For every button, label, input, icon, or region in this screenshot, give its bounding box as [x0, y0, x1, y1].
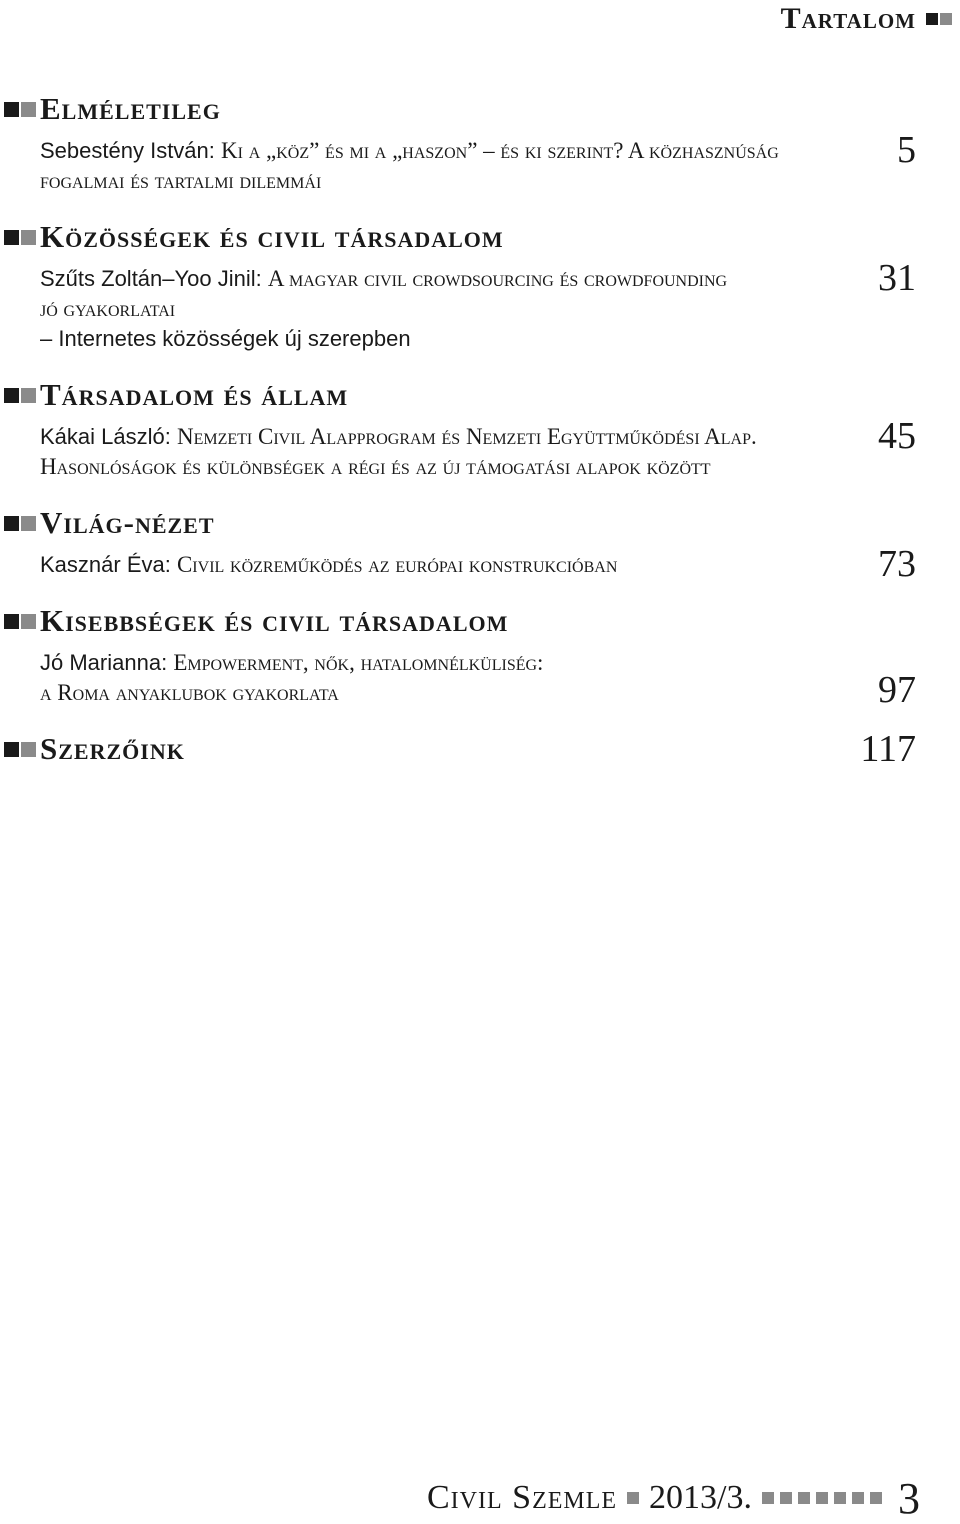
entry-title-continued: Hasonlóságok és különbségek a régi és az új támogatási alapok között: [40, 454, 711, 479]
entry-page-number: 97: [878, 669, 916, 711]
toc-section: [0, 216, 960, 354]
entry-page-number: 5: [897, 129, 916, 171]
entry-page-number: 45: [878, 415, 916, 457]
page-footer: [427, 1474, 920, 1522]
toc-entry[interactable]: [0, 129, 960, 196]
entry-title-continued: a Roma anyaklubok gyakorlata: [40, 680, 339, 705]
section-heading[interactable]: [0, 728, 960, 770]
header-title: Tartalom: [780, 2, 916, 35]
entry-author: Szűts Zoltán–Yoo Jinil:: [40, 266, 262, 291]
toc-section: [0, 502, 960, 585]
entry-author: Jó Marianna:: [40, 650, 168, 675]
section-title: Közösségek és civil társadalom: [40, 219, 504, 254]
entry-author: Kasznár Éva:: [40, 552, 171, 577]
section-heading: [0, 374, 960, 416]
entry-subtitle: – Internetes közösségek új szerepben: [40, 326, 411, 351]
entry-title-continued: fogalmai és tartalmi dilemmái: [40, 168, 322, 193]
toc-entry[interactable]: [0, 648, 960, 711]
section-title: Elméletileg: [40, 91, 221, 126]
journal-name: Civil Szemle: [427, 1479, 618, 1516]
issue-number: 2013/3.: [649, 1479, 752, 1516]
header-square-marker-icon: [926, 13, 952, 25]
toc-entry[interactable]: [0, 257, 960, 354]
page-number: 3: [898, 1473, 920, 1523]
section-heading: [0, 216, 960, 258]
entry-title-continued: jó gyakorlatai: [40, 296, 176, 321]
toc-entry[interactable]: [0, 543, 960, 585]
section-bullet-icon: [4, 742, 36, 757]
section-bullet-icon: [4, 230, 36, 245]
section-bullet-icon: [4, 516, 36, 531]
footer-separator-icon: [627, 1492, 639, 1504]
section-title: Kisebbségek és civil társadalom: [40, 603, 509, 638]
section-title: Társadalom és állam: [40, 377, 349, 412]
section-bullet-icon: [4, 614, 36, 629]
entry-page-number: 73: [878, 543, 916, 585]
section-page-number: 117: [860, 728, 916, 770]
section-bullet-icon: [4, 102, 36, 117]
toc-section: [0, 374, 960, 482]
section-heading: [0, 88, 960, 130]
toc-section: [0, 728, 960, 770]
section-heading: [0, 600, 960, 642]
toc-section: [0, 600, 960, 711]
section-title: Szerzőink: [40, 731, 185, 766]
entry-author: Sebestény István:: [40, 138, 215, 163]
toc-entry[interactable]: [0, 415, 960, 482]
footer-square-row-icon: [762, 1492, 882, 1504]
entry-title: Empowerment, nők, hatalomnélküliség:: [173, 650, 544, 675]
toc-section: [0, 88, 960, 196]
section-bullet-icon: [4, 388, 36, 403]
page-header: [781, 2, 952, 36]
section-title: Világ-nézet: [40, 505, 215, 540]
entry-title: Ki a „köz” és mi a „haszon” – és ki szerint? A közhasznúság: [221, 138, 779, 163]
entry-page-number: 31: [878, 257, 916, 299]
section-heading: [0, 502, 960, 544]
entry-title: A magyar civil crowdsourcing és crowdfounding: [267, 266, 728, 291]
entry-title: Civil közreműködés az európai konstrukcióban: [176, 552, 618, 577]
entry-title: Nemzeti Civil Alapprogram és Nemzeti Együttműködési Alap.: [176, 424, 757, 449]
entry-author: Kákai László:: [40, 424, 171, 449]
table-of-contents: [0, 88, 960, 790]
